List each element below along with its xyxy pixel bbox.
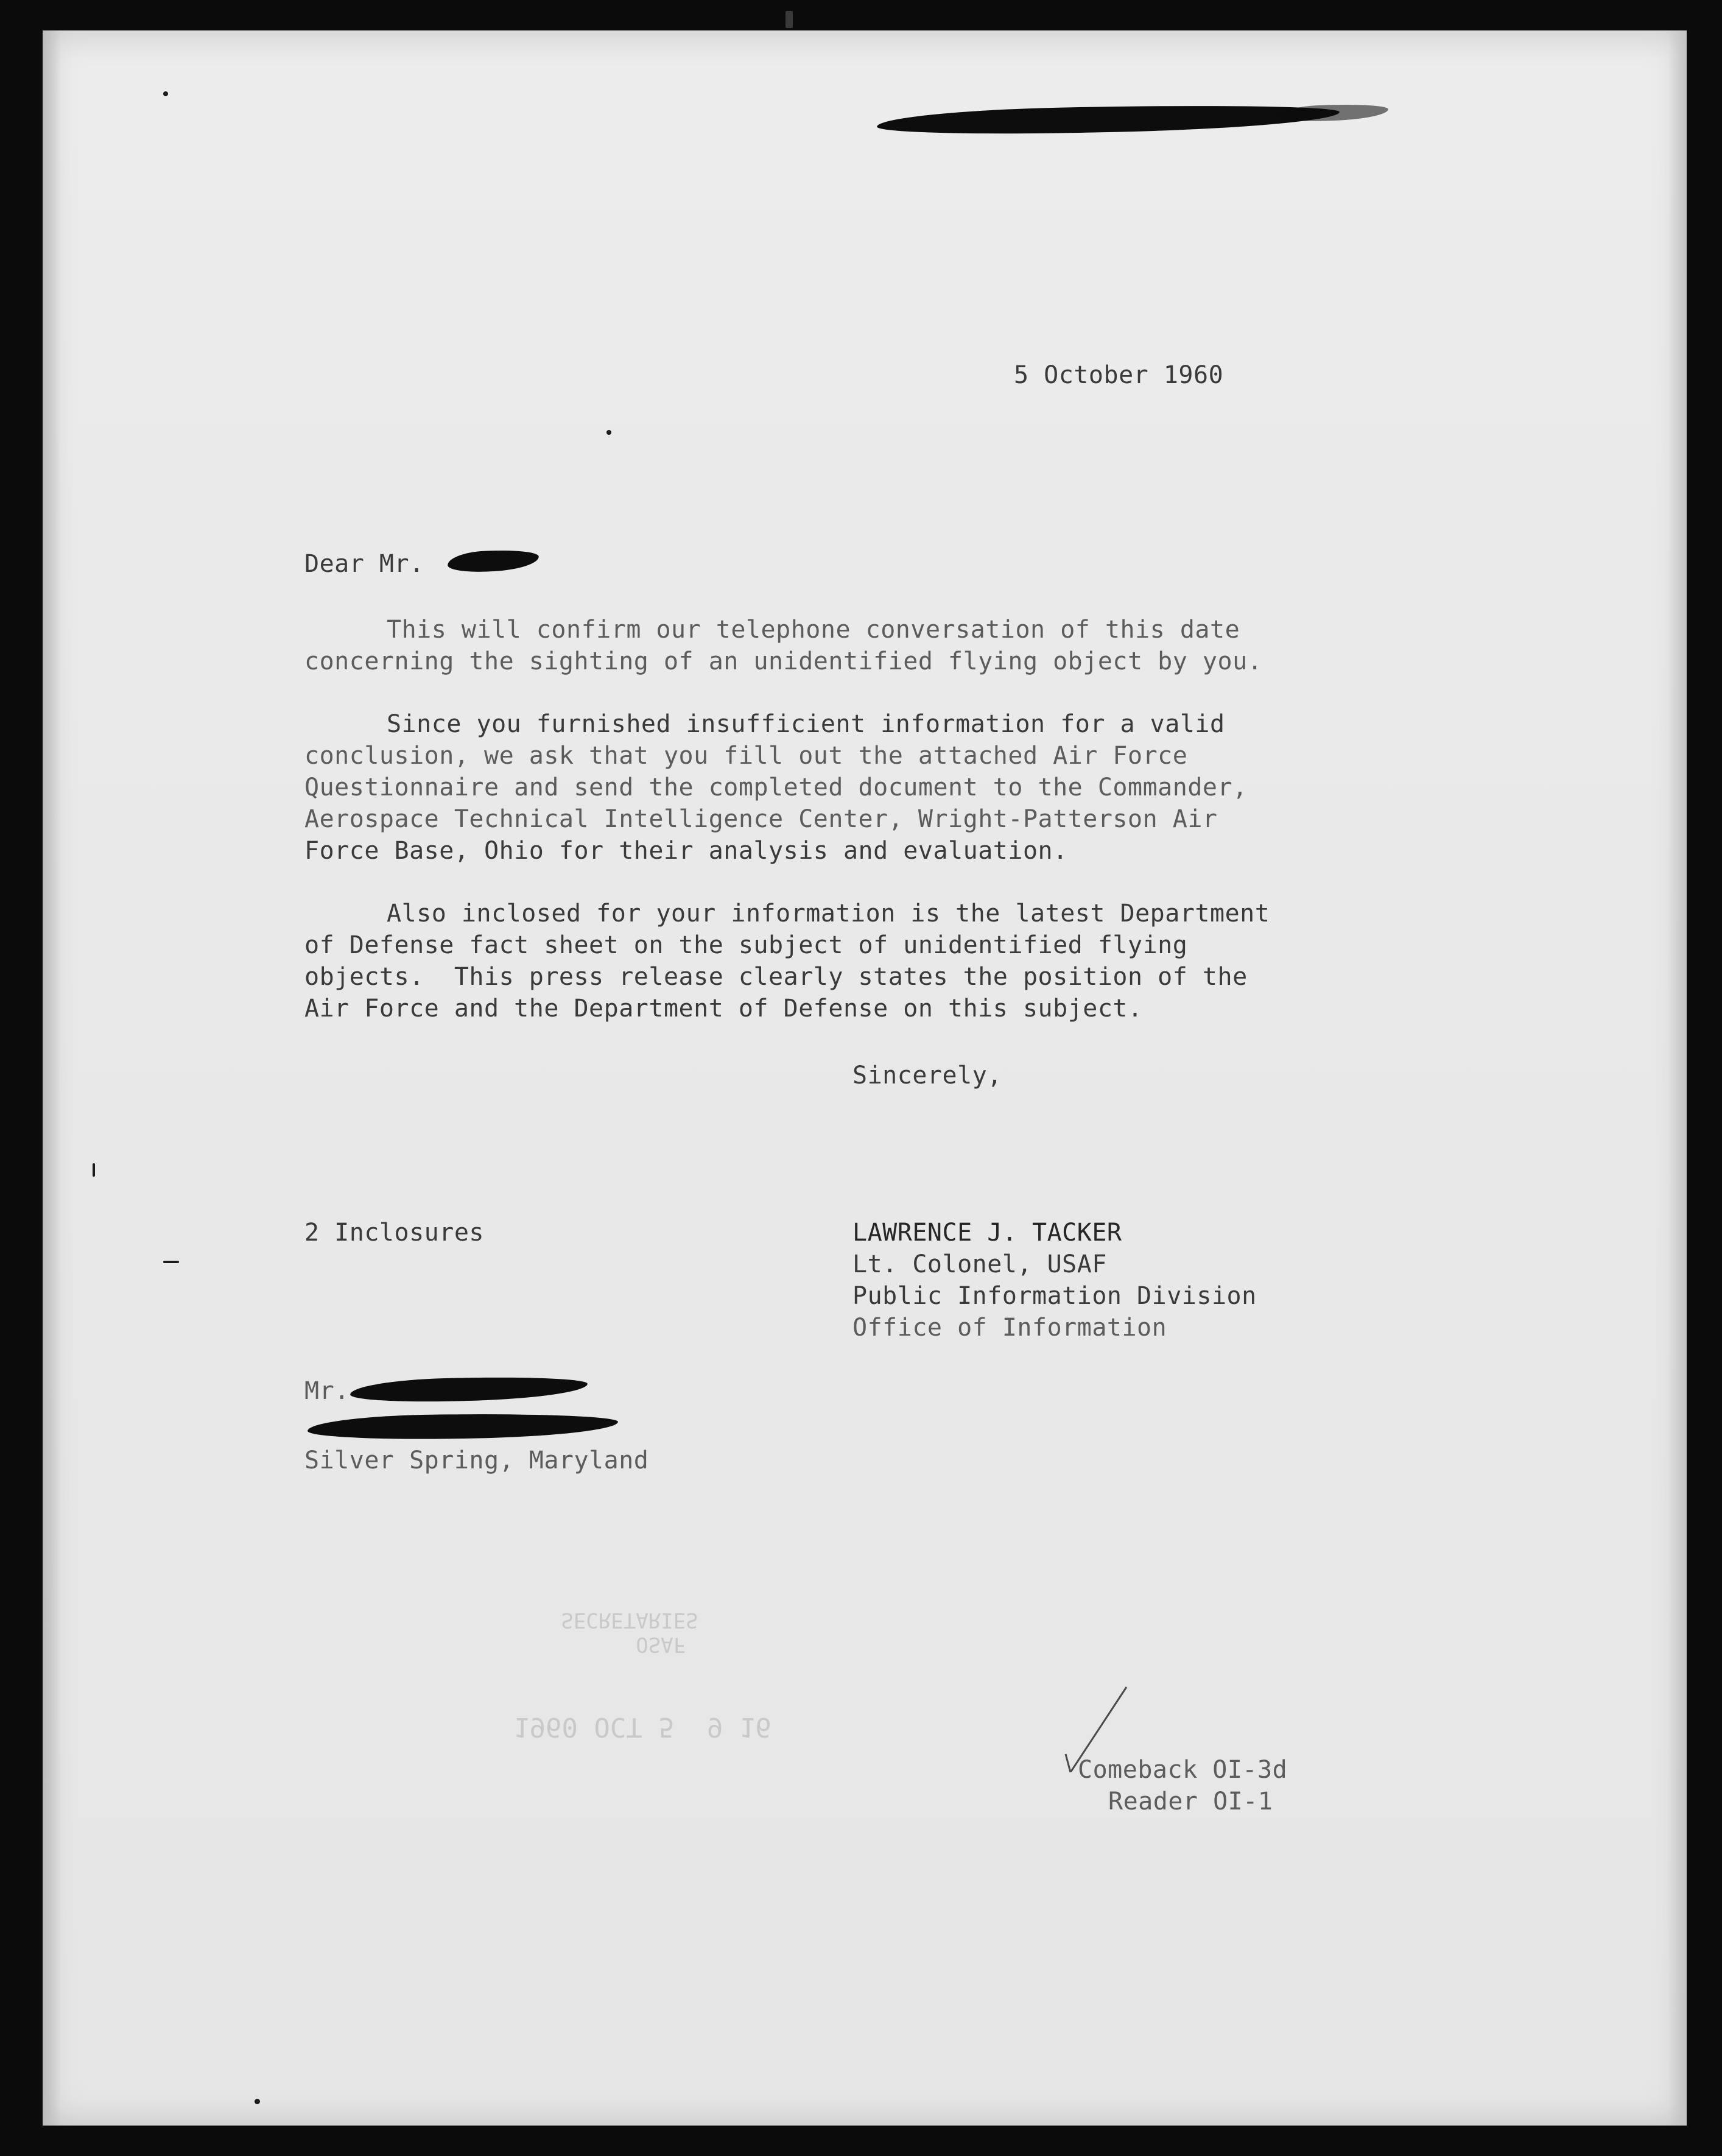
letter-date: 5 October 1960	[1014, 361, 1224, 389]
paragraph-line: conclusion, we ask that you fill out the attached Air Force	[304, 742, 1188, 770]
bleed-through-date: 1960 OCT 5 9 16	[513, 1711, 771, 1742]
signer-rank: Lt. Colonel, USAF	[852, 1250, 1107, 1278]
paragraph-line: of Defense fact sheet on the subject of unidentified flying	[304, 931, 1188, 959]
paragraph-line: This will confirm our telephone conversation of this date	[387, 616, 1240, 644]
paragraph-line: Also inclosed for your information is the latest Department	[387, 900, 1270, 928]
signer-name: LAWRENCE J. TACKER	[852, 1219, 1122, 1247]
paragraph-line: objects. This press release clearly states the position of the	[304, 963, 1248, 991]
signer-office: Office of Information	[852, 1314, 1167, 1342]
scan-speck	[785, 11, 793, 28]
addressee-prefix: Mr.	[304, 1377, 350, 1405]
paragraph-line: Questionnaire and send the completed document to the Commander,	[304, 773, 1248, 801]
paragraph-line: concerning the sighting of an unidentified flying object by you.	[304, 647, 1263, 675]
bleed-through-stamp: OSAF SECRETARIES	[561, 1608, 698, 1657]
signer-division: Public Information Division	[852, 1282, 1257, 1310]
page-edge-shadow-left	[43, 30, 61, 2126]
scan-speck	[606, 430, 611, 435]
addressee-city: Silver Spring, Maryland	[304, 1446, 649, 1474]
scan-speck	[163, 1261, 179, 1263]
scan-speck	[255, 2099, 260, 2104]
routing-line: Comeback OI-3d	[1078, 1756, 1288, 1784]
complimentary-close: Sincerely,	[852, 1062, 1002, 1090]
paragraph-line: Since you furnished insufficient information for a valid	[387, 710, 1225, 738]
paragraph-line: Aerospace Technical Intelligence Center, Wright-Patterson Air	[304, 805, 1218, 833]
enclosures-note: 2 Inclosures	[304, 1219, 484, 1247]
routing-line: Reader OI-1	[1108, 1788, 1273, 1816]
scan-speck	[163, 91, 168, 96]
paragraph-line: Air Force and the Department of Defense on this subject.	[304, 995, 1143, 1023]
salutation: Dear Mr.	[304, 550, 424, 578]
paragraph-line: Force Base, Ohio for their analysis and evaluation.	[304, 837, 1068, 865]
scan-speck	[93, 1163, 95, 1177]
page-edge-shadow-right	[1668, 30, 1687, 2126]
